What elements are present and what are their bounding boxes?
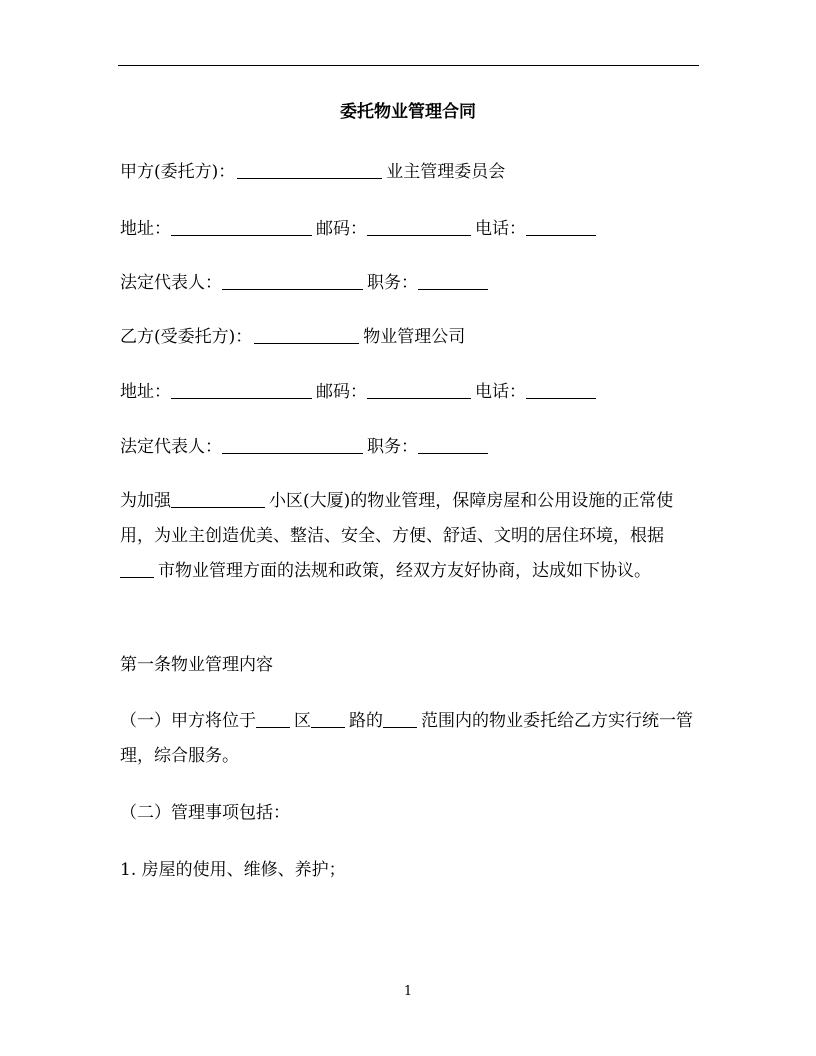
legal-rep-blank <box>222 437 363 454</box>
clause-1-text-3: 路的 <box>349 711 383 731</box>
position-blank <box>418 437 488 454</box>
position-blank <box>418 273 488 290</box>
party-a-suffix: 业主管理委员会 <box>386 162 506 182</box>
party-b-line <box>120 326 465 348</box>
party-a-line <box>120 161 505 183</box>
postcode-blank <box>367 219 471 236</box>
legal-rep-label: 法定代表人： <box>120 273 222 293</box>
party-b-name-blank <box>254 327 359 344</box>
address-blank <box>171 382 312 399</box>
address-label: 地址： <box>120 382 171 402</box>
clause-1-text-1: （一）甲方将位于 <box>120 711 256 731</box>
road-blank <box>311 711 345 728</box>
intro-paragraph <box>120 484 698 589</box>
legal-rep-blank <box>222 273 363 290</box>
header-rule <box>118 65 699 66</box>
clause-2: （二）管理事项包括： <box>120 803 290 823</box>
legal-rep-label: 法定代表人： <box>120 437 222 457</box>
position-label: 职务： <box>367 437 418 457</box>
item-1: 1. 房屋的使用、维修、养护； <box>120 860 346 880</box>
party-b-label: 乙方(受委托方)： <box>120 327 253 347</box>
address-label: 地址： <box>120 219 171 239</box>
party-a-label: 甲方(委托方)： <box>120 162 236 182</box>
phone-label: 电话： <box>475 219 526 239</box>
article-1-heading: 第一条物业管理内容 <box>120 655 273 675</box>
party-a-name-blank <box>237 162 382 179</box>
party-a-legal-rep-line <box>120 272 492 294</box>
document-title: 委托物业管理合同 <box>340 102 476 122</box>
intro-text-2: 小区(大厦)的物业管理，保障房屋和公用设施的正常使用，为业主创造优美、整洁、安全、方便、舒适、文明的居住环境，根据 <box>120 491 674 546</box>
phone-blank <box>526 219 596 236</box>
clause-1-text-4: 范围内的物业委托给乙方实行统一管理，综合服务。 <box>120 711 693 766</box>
postcode-blank <box>367 382 471 399</box>
party-a-address-line <box>120 218 600 240</box>
intro-text-1: 为加强 <box>120 491 171 511</box>
city-blank <box>120 561 154 578</box>
clause-1-text-2: 区 <box>294 711 311 731</box>
phone-label: 电话： <box>475 382 526 402</box>
range-blank <box>383 711 417 728</box>
postcode-label: 邮码： <box>316 382 367 402</box>
party-b-legal-rep-line <box>120 436 492 458</box>
clause-1-paragraph <box>120 704 698 774</box>
party-b-address-line <box>120 381 600 403</box>
district-name-blank <box>171 491 265 508</box>
address-blank <box>171 219 312 236</box>
intro-text-3: 市物业管理方面的法规和政策，经双方友好协商，达成如下协议。 <box>158 561 651 581</box>
page-number: 1 <box>403 984 413 999</box>
postcode-label: 邮码： <box>316 219 367 239</box>
phone-blank <box>526 382 596 399</box>
party-b-suffix: 物业管理公司 <box>363 327 466 347</box>
position-label: 职务： <box>367 273 418 293</box>
district-blank <box>256 711 290 728</box>
